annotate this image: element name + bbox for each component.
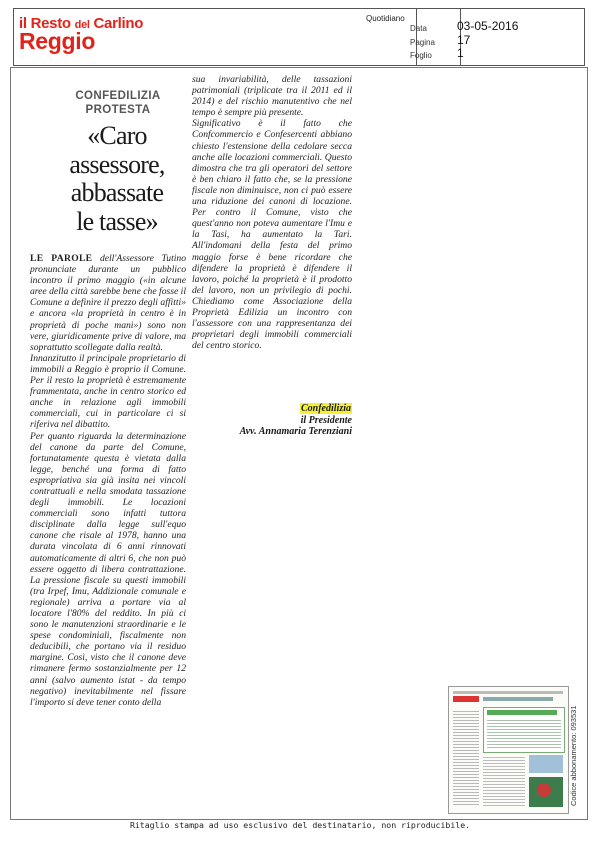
paragraph-2: Innanzitutto il principale proprietario di immobili a Reggio è proprio il Comune. Per il resto la proprietà è estremamente frammentata, anche in centro storico ed anche in relazione agli immobili commerciali, cui in particolare ci si riferiva nel dibattito.: [30, 352, 186, 431]
paragraph-3: Per quanto riguarda la determinazione del canone da parte del Comune, fortunatamente questa è vietata dalla legge, benché una forma di fatto espropriativa sia già insita nei vincoli contrattuali e nella smodata tassazione degli immobili. Le locazioni commerciali sono infatti tuttora disciplinate dalla legge sull'equo canone che risale al 1978, hanno una durata vincolata di 6 anni rinnovati automaticamente di altri 6, che non può essere oggetto di libera contrattazione. La pressione fiscale su questi immobili (tra Irpef, Imu, Addizionale comunale e regionale) arriva a portare via al locatore l'80% del reddito. In più ci sono le manutenzioni straordinarie e le spese condominiali, fiscalmente non deducibili, che portano via il residuo margine. Così, visto che il canone deve rimanere fermo sostanzialmente per 12 anni (salvo aumento istat - da tempo negativo) inevitabilmente nel fissare l'importo si deve tener conto della: [30, 430, 186, 708]
signature-org: Confedilizia: [300, 403, 351, 414]
article-column-1: [30, 253, 186, 708]
paragraph-5: Significativo è il fatto che Confcommercio e Confesercenti abbiano chiesto l'estensione della cedolare secca anche alle locazioni commerciali. Questo dimostra che tra gli operatori del settore è ben chiaro il fatto che, se la pressione fiscale non diminuisce, non ci può essere una riduzione dei canoni di locazione. Per contro il Comune, visto che quest'anno non poteva aumentare l'Imu e la Tasi, ha aumentato la Tari. All'indomani della festa del primo maggio forse è bene ricordare che difendere la proprietà è difendere il lavoro, poiché la proprietà è il prodotto del lavoro, non un privilegio di pochi. Chiediamo come Associazione della Proprietà Edilizia un incontro con l'assessore con una rappresentanza dei proprietari degli immobili commerciali del centro storico.: [192, 118, 352, 352]
signature: [192, 403, 352, 438]
footer-notice: Ritaglio stampa ad uso esclusivo del destinatario, non riproducibile.: [129, 820, 471, 830]
paragraph-4: sua invariabilità, delle tassazioni patrimoniali (triplicate tra il 2011 ed il 2014) e del rischio manutentivo che nel tempo è sempre più presente.: [192, 74, 352, 119]
newspaper-logo: il Resto del Carlino Reggio: [19, 15, 144, 54]
headline: «Caro assessore, abbassate le tasse»: [69, 121, 165, 236]
date-value: 03-05-2016: [457, 19, 519, 33]
kicker-line1: CONFEDILIZIA: [75, 90, 161, 102]
lead-words: LE PAROLE: [30, 253, 93, 264]
kicker-line2: PROTESTA: [85, 104, 151, 116]
paragraph-1: LE PAROLE dell'Assessore Tutino pronunciate durante un pubblico incontro il primo maggio («in alcune aree della città sarebbe bene che fosse il Comune a definire il prezzo degli affitti» e ancora «la proprietà in centro è in proprietà di poche mani») sono non vere, giuridicamente prive di valore, ma soprattutto scollegate dalla realtà.: [30, 253, 186, 353]
page-value: 17: [457, 33, 471, 47]
signature-role: il Presidente: [300, 414, 352, 426]
page-thumbnail: [448, 686, 569, 814]
date-label: Data: [410, 24, 427, 33]
signature-name: Avv. Annamaria Terenziani: [239, 426, 352, 437]
sheet-label: Foglio: [410, 51, 432, 60]
subscription-code: Codice abbonamento: 093531: [569, 705, 578, 806]
thumbnail-photo: [529, 777, 563, 807]
article-column-2: [192, 74, 352, 351]
thumbnail-article-highlight: [483, 707, 565, 753]
masthead: [13, 8, 585, 66]
sheet-value: 1: [457, 46, 464, 60]
publication-type: Quotidiano: [366, 14, 405, 23]
page-label: Pagina: [410, 38, 435, 47]
